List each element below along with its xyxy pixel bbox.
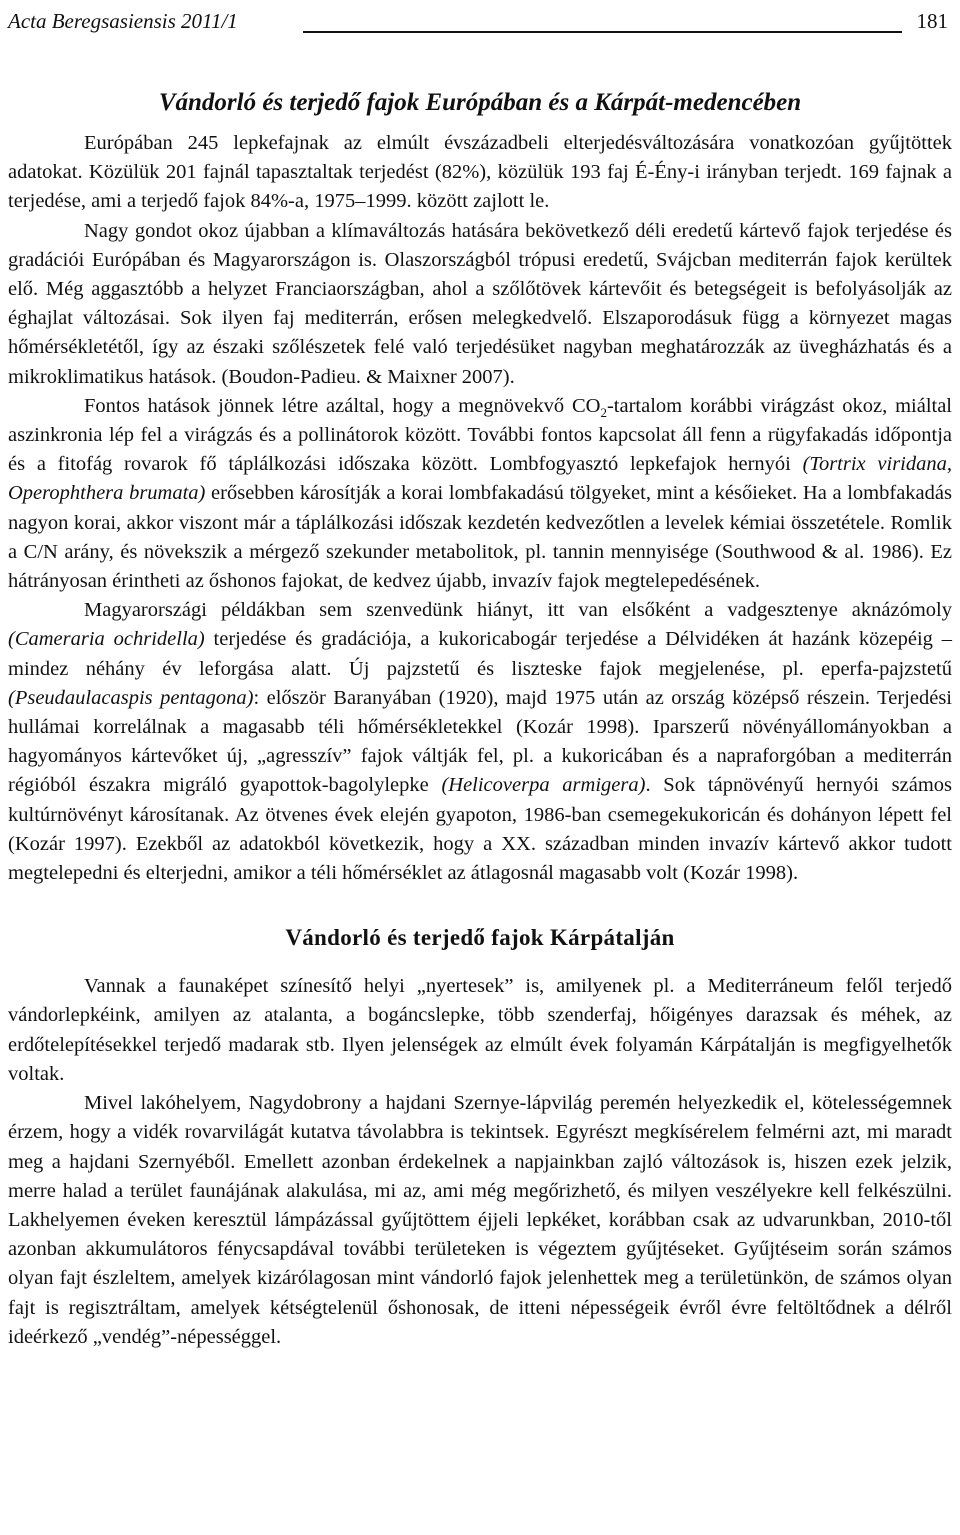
text-run: Magyarországi példákban sem szenvedünk hiányt, itt van elsőként a vadgesztenye aknázómoly <box>84 599 952 622</box>
species-name: (Helicoverpa armigera) <box>441 774 646 797</box>
species-name: (Pseudaulacaspis pentagona) <box>8 686 254 709</box>
header-rule <box>303 31 902 33</box>
species-name: (Tortrix viridana, Operophthera brumata) <box>8 453 952 505</box>
subscript: 2 <box>600 404 607 420</box>
section-title-europe: Vándorló és terjedő fajok Európában és a Kárpát-medencében <box>158 89 802 116</box>
text-run: -tartalom korábbi virágzást okoz, miáltal aszinkronia lép fel a virágzás és a pollinátorok között. További fontos kapcsolat áll fenn a rügyfakadás időpontja és a fitofág rovarok fő táplálkozási időszaka között. Lombfogyasztó lepkefajok hernyói <box>8 394 953 476</box>
text-run: Fontos hatások jönnek létre azáltal, hogy a megnövekvő CO <box>84 394 601 417</box>
paragraph: Vannak a faunaképet színesítő helyi „nyertesek” is, amilyenek pl. a Mediterráneum felől terjedő vándorlepkéink, amilyen az atalanta, a bogáncslepke, több szenderfaj, hőigényes darazsak és méhek, az erdőtelepítésekkel terjedő madarak stb. Ilyen jelenségek az elmúlt évek folyamán Kárpátalján is megfigyelhetők voltak. <box>8 975 952 1085</box>
species-name: (Cameraria ochridella) <box>8 628 205 651</box>
text-run: erősebben károsítják a korai lombfakadású tölgyeket, mint a későieket. Ha a lombfakadás nagyon korai, akkor viszont már a táplálkozási időszak kezdetén kedvezőtlen a levelek kémiai összetétele. Romlik a C/N arány, és növekszik a mérgező szekunder metabolitok, pl. tannin mennyisége (Southwood & al. 1986). Ez hátrányosan érintheti az őshonos fajokat, de kedvez újabb, invazív fajok megtelepedésének. <box>8 482 952 593</box>
paragraph: Mivel lakóhelyem, Nagydobrony a hajdani Szernye-lápvilág peremén helyezkedik el, kötelességemnek érzem, hogy a vidék rovarvilágát kutatva távolabbra is tekintsek. Egyrészt megkísérelem felmérni azt, mi maradt meg a hajdani Szernyéből. Emellett azonban érdekelnek a napjainkban zajló változások is, hiszen ezek jelzik, merre halad a terület faunájának alakulása, mi az, ami még megőrizhető, és milyen veszélyekre kell felkészülni. Lakhelyemen éveken keresztül lámpázással gyűjtöttem éjjeli lepkéket, korábban csak az udvarunkban, 2010-től azonban akkumulátoros fénycsapdával további területeken is végeztem gyűjtéseket. Gyűjtéseim során számos olyan fajt észleltem, amelyek kizárólagosan mint vándorló fajok jelenhettek meg a területünkön, de számos olyan fajt is regisztráltam, amelyek kétségtelenül őshonosak, de itteni népességeik évről évre feltöltődnek a délről ideérkező „vendég”-népességgel. <box>8 1092 952 1348</box>
article-body <box>8 85 952 1352</box>
page-number: 181 <box>916 9 948 33</box>
paragraph: Európában 245 lepkefajnak az elmúlt évszázadbeli elterjedésváltozására vonatkozóan gyűjtöttek adatokat. Közülük 201 fajnál tapasztaltak terjedést (82%), közülük 193 faj É-Ény-i irányban terjedt. 169 fajnak a terjedése, ami a terjedő fajok 84%-a, 1975–1999. között zajlott le. <box>8 132 952 213</box>
journal-name: Acta Beregsasiensis 2011/1 <box>8 9 238 33</box>
paragraph <box>8 596 952 888</box>
running-header <box>8 0 948 34</box>
paragraph: Nagy gondot okoz újabban a klímaváltozás hatására bekövetkező déli eredetű kártevő fajok terjedése és gradációi Európában és Magyarországon is. Olaszországból trópusi eredetű, Svájcban mediterrán fajok kerültek elő. Még aggasztóbb a helyzet Franciaországban, ahol a szőlőtövek kártevőit és betegségeit is befolyásolják az éghajlat változásai. Sok ilyen faj mediterrán, erősen melegkedvelő. Elszaporodásuk függ a környezet magas hőmérsékletétől, így az északi szőlészetek felé való terjedésüket nagyban meghatározzák az üvegházhatás és a mikroklimatikus hatások. (Boudon-Padieu. & Maixner 2007). <box>8 219 952 388</box>
section-title-karpatalja: Vándorló és terjedő fajok Kárpátalján <box>285 925 675 951</box>
paragraph <box>8 392 952 596</box>
text-run: : először Baranyában (1920), majd 1975 után az ország középső részein. Terjedési hullámai korrelálnak a magasabb téli hőmérsékletekkel (Kozár 1998). Iparszerű növényállományokban a hagyományos kártevőket új, „agresszív” fajok váltják fel, pl. a kukoricában és a napraforgóban a mediterrán régióból északra migráló gyapottok-bagolylepke <box>8 686 952 797</box>
text-run: . Sok tápnövényű hernyói számos kultúrnövényt károsítanak. Az ötvenes évek elején gyapoton, 1986-ban csemegekukoricán és dohányon lépett fel (Kozár 1997). Ezekből az adatokból következik, hogy a XX. században minden invazív kártevő akkor tudott megtelepedni és elterjedni, amikor a téli hőmérséklet az átlagosnál magasabb volt (Kozár 1998). <box>8 774 952 885</box>
text-run: terjedése és gradációja, a kukoricabogár terjedése a Délvidéken át hazánk közepéig – mindez néhány év leforgása alatt. Új pajzstetű és liszteske fajok megjelenése, pl. eperfa-pajzstetű <box>8 628 952 680</box>
